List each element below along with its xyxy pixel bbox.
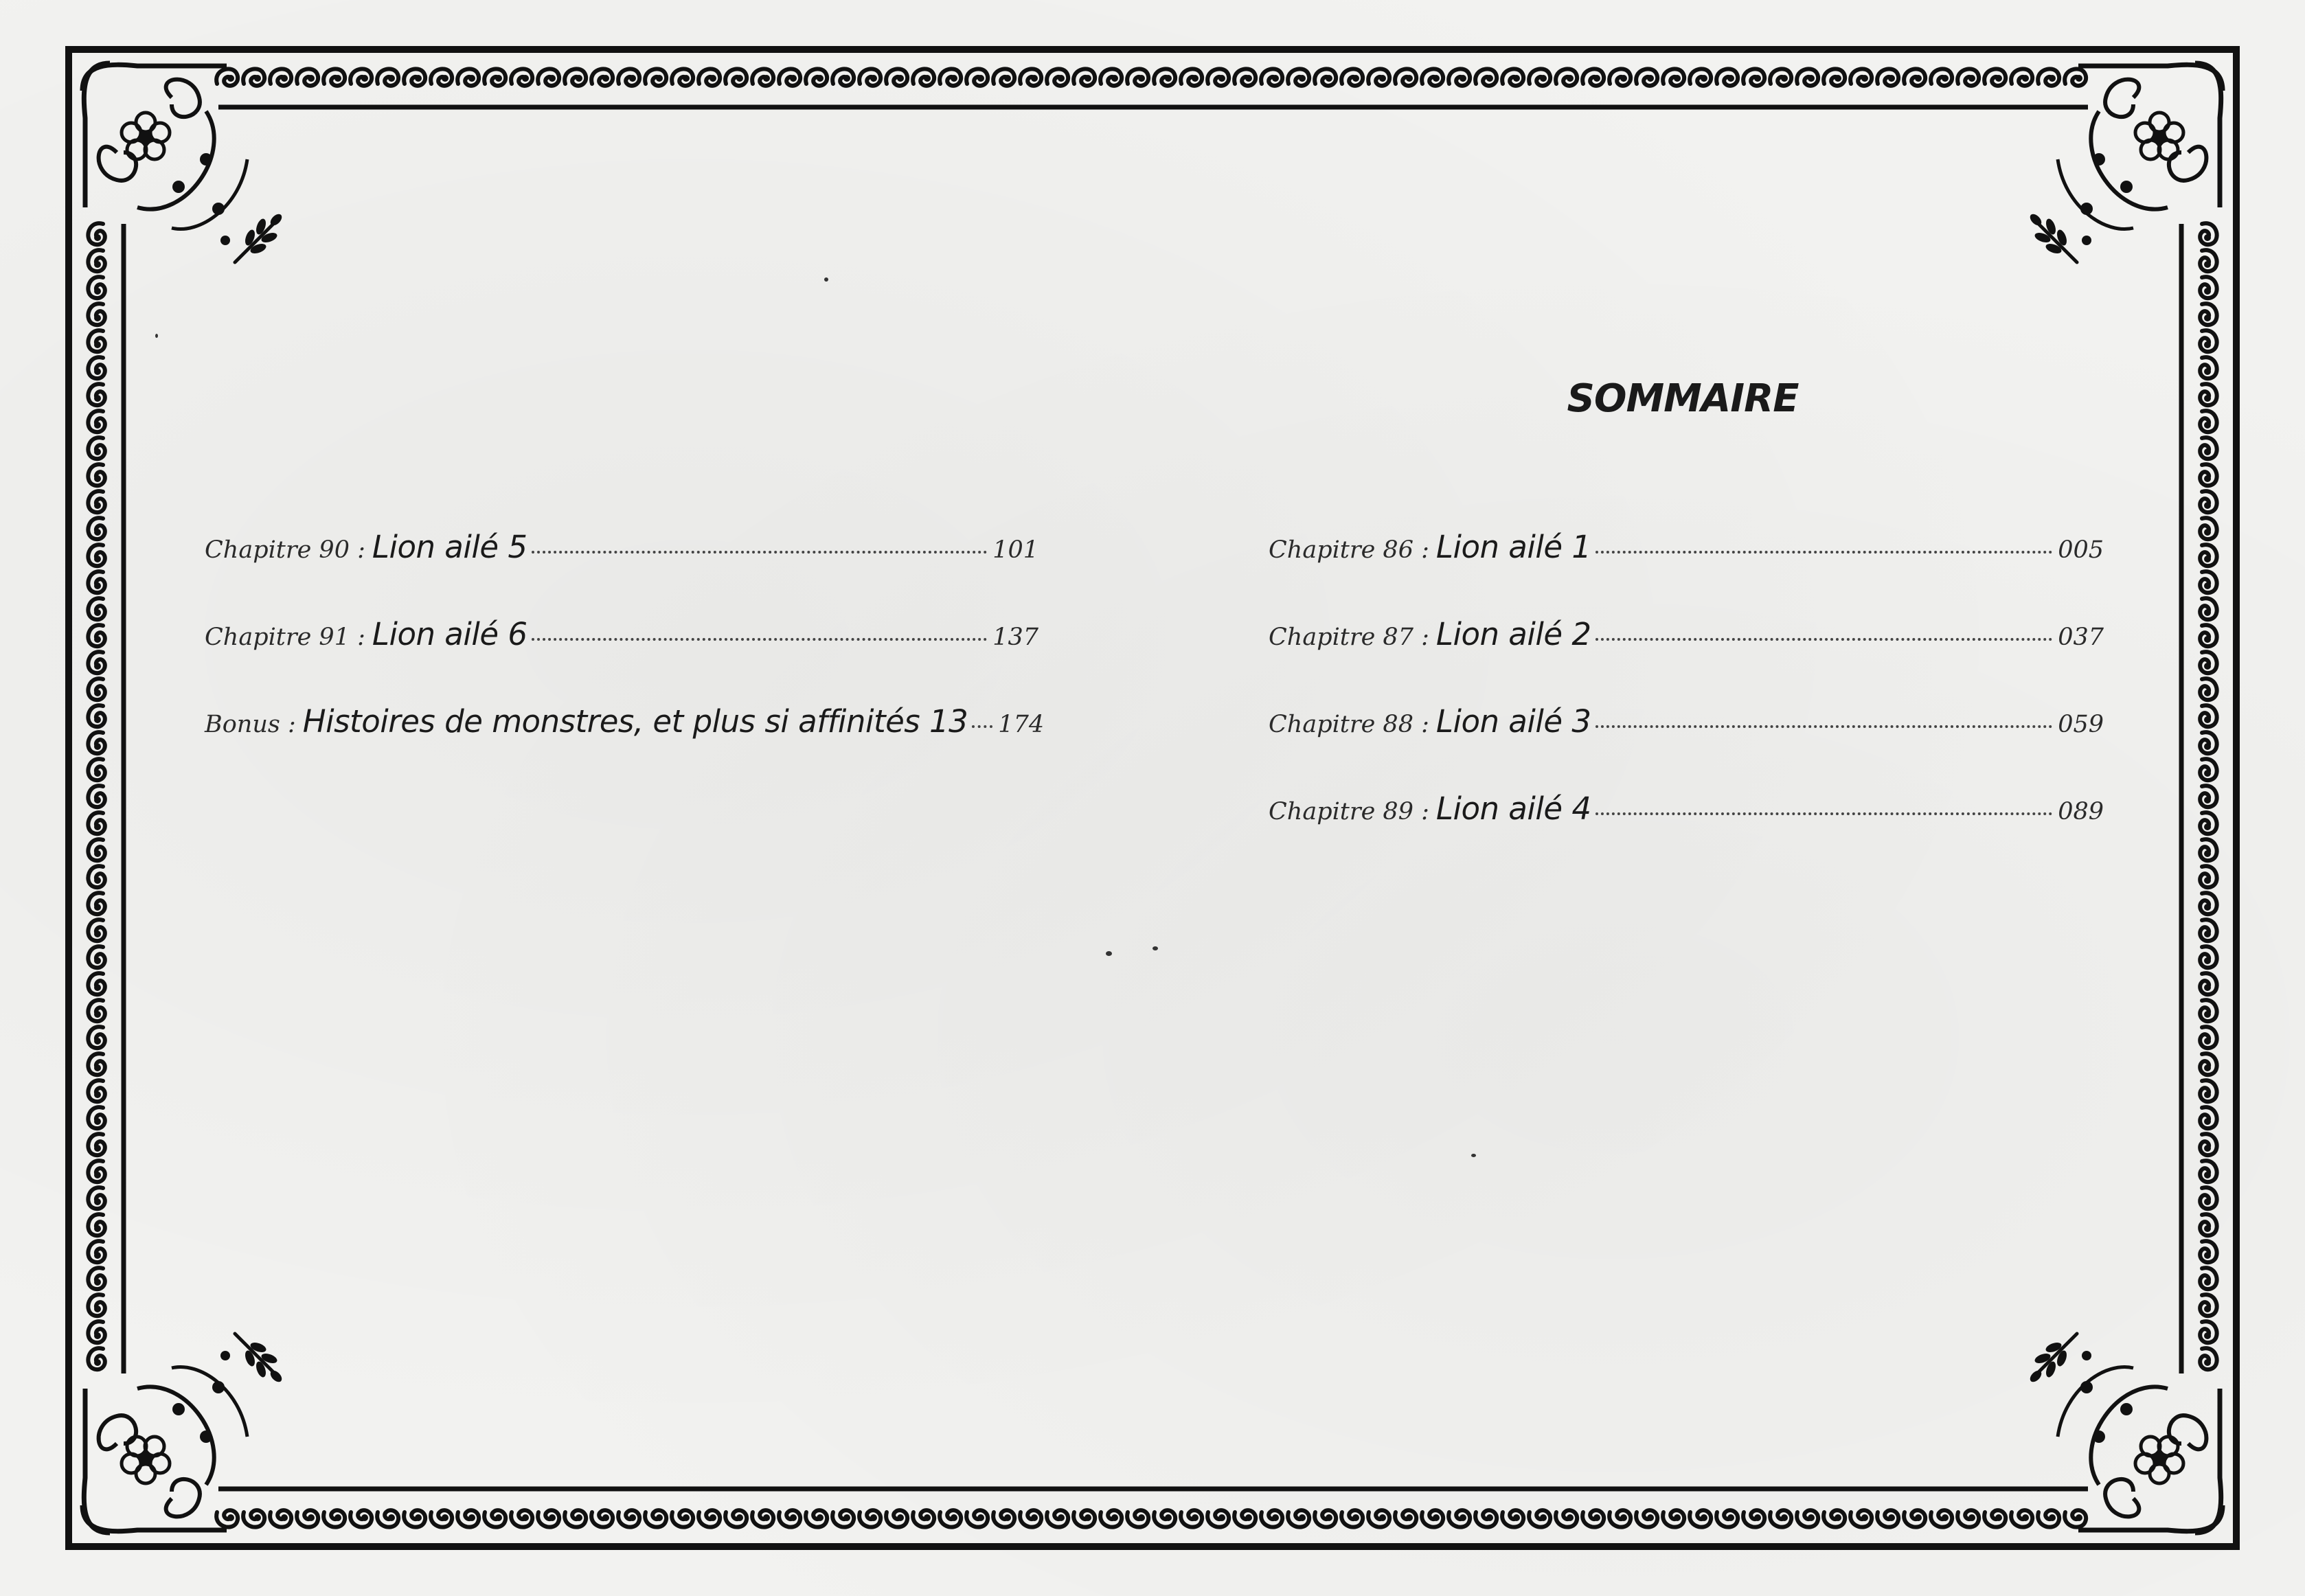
- paper-speck: [1471, 1154, 1476, 1157]
- scroll-ornament: [538, 69, 559, 85]
- entry-label: Chapitre 90 :: [205, 536, 365, 564]
- scroll-ornament: [886, 69, 907, 85]
- scroll-ornament: [1047, 1510, 1068, 1527]
- scroll-ornament: [1824, 69, 1845, 85]
- scroll-ornament: [1797, 1510, 1818, 1527]
- scroll-ornament: [88, 1000, 104, 1021]
- scroll-ornament: [88, 357, 104, 378]
- scroll-ornament: [993, 69, 1014, 85]
- scroll-ornament: [618, 1510, 639, 1527]
- scroll-ornament: [2200, 786, 2216, 807]
- scroll-ornament: [216, 69, 238, 85]
- scroll-ornament: [1636, 1510, 1657, 1527]
- scroll-ornament: [2200, 1000, 2216, 1021]
- scroll-ornament: [1877, 69, 1898, 85]
- scroll-ornament: [859, 1510, 881, 1527]
- entry-title: Lion ailé 2: [1435, 616, 1591, 652]
- dot-leader: [1596, 725, 2053, 728]
- scroll-ornament: [1850, 1510, 1872, 1527]
- scroll-ornament: [1395, 1510, 1416, 1527]
- scroll-ornament: [2200, 812, 2216, 834]
- entry-label: Chapitre 91 :: [205, 624, 365, 651]
- scroll-ornament: [1850, 69, 1872, 85]
- dot-leader: [972, 725, 992, 728]
- scroll-ornament: [88, 839, 104, 860]
- scroll-ornament: [2065, 69, 2086, 85]
- paper-speck: [824, 277, 828, 282]
- scroll-ornament: [2200, 839, 2216, 860]
- scroll-ornament: [350, 1510, 372, 1527]
- scroll-ornament: [1395, 69, 1416, 85]
- scroll-ornament: [88, 732, 104, 753]
- scroll-ornament: [243, 1510, 264, 1527]
- scroll-ornament: [1636, 69, 1657, 85]
- scroll-ornament: [1449, 1510, 1470, 1527]
- scroll-ornament: [1261, 1510, 1282, 1527]
- toc-entry[interactable]: [205, 529, 1038, 577]
- scroll-ornament: [2038, 1510, 2059, 1527]
- corner-bottom-left: [82, 1334, 284, 1533]
- scroll-ornament: [1690, 69, 1711, 85]
- scroll-ornament: [88, 464, 104, 486]
- scroll-ornament: [1797, 69, 1818, 85]
- dot-leader: [1596, 812, 2053, 815]
- scroll-ornament: [2200, 625, 2216, 646]
- scroll-ornament: [2200, 893, 2216, 914]
- scroll-ornament: [1207, 69, 1229, 85]
- scroll-ornament: [1449, 69, 1470, 85]
- scroll-ornament: [1341, 1510, 1363, 1527]
- scroll-ornament: [1582, 69, 1604, 85]
- scroll-ornament: [2200, 304, 2216, 325]
- dot-leader: [1596, 551, 2053, 554]
- scroll-ornament: [2065, 1510, 2086, 1527]
- dot-leader: [532, 551, 988, 554]
- scroll-ornament: [297, 69, 318, 85]
- toc-entry[interactable]: [1269, 616, 2104, 664]
- scroll-ornament: [1609, 69, 1631, 85]
- scroll-ornament: [2200, 732, 2216, 753]
- scroll-ornament: [832, 69, 854, 85]
- scroll-ornament: [88, 946, 104, 968]
- scroll-ornament: [806, 69, 827, 85]
- scroll-ornament: [1341, 69, 1363, 85]
- dot-leader: [532, 638, 988, 641]
- scroll-ornament: [2200, 1187, 2216, 1209]
- scroll-ornament: [2200, 1321, 2216, 1343]
- scroll-ornament: [699, 1510, 720, 1527]
- scroll-ornament: [88, 437, 104, 459]
- scroll-ornament: [940, 69, 961, 85]
- scroll-ornament: [2200, 437, 2216, 459]
- scroll-ornament: [323, 1510, 345, 1527]
- scroll-ornament: [2200, 277, 2216, 298]
- entry-page: 059: [2058, 711, 2104, 738]
- scroll-ornament: [1020, 1510, 1041, 1527]
- scroll-ornament: [1931, 1510, 1952, 1527]
- scroll-ornament: [591, 1510, 613, 1527]
- scroll-ornament: [88, 759, 104, 780]
- scroll-ornament: [377, 1510, 398, 1527]
- scroll-ornament: [645, 1510, 666, 1527]
- scroll-ornament: [1582, 1510, 1604, 1527]
- scroll-ornament: [2200, 679, 2216, 700]
- toc-entry[interactable]: [205, 703, 1045, 751]
- scroll-ornament: [88, 1027, 104, 1048]
- scroll-ornament: [2200, 1295, 2216, 1316]
- scroll-ornament: [913, 69, 934, 85]
- entry-title: Histoires de monstres, et plus si affinités 13: [302, 703, 968, 740]
- scroll-ornament: [2200, 223, 2216, 244]
- scroll-ornament: [1984, 69, 2006, 85]
- scroll-ornament: [2200, 1214, 2216, 1235]
- scroll-ornament: [243, 69, 264, 85]
- scroll-ornament: [1100, 69, 1122, 85]
- scroll-ornament: [1529, 69, 1550, 85]
- scroll-ornament: [1422, 1510, 1443, 1527]
- scroll-ornament: [88, 571, 104, 593]
- scroll-ornament: [88, 491, 104, 512]
- scroll-ornament: [2200, 705, 2216, 727]
- scroll-ornament: [2200, 973, 2216, 994]
- scroll-ornament: [940, 1510, 961, 1527]
- scroll-ornament: [88, 250, 104, 271]
- corner-bottom-right: [2028, 1334, 2223, 1533]
- scroll-ornament: [1556, 69, 1577, 85]
- entry-title: Lion ailé 5: [372, 529, 527, 565]
- scroll-ornament: [88, 304, 104, 325]
- scroll-ornament: [88, 411, 104, 432]
- scroll-ornament: [2200, 250, 2216, 271]
- scroll-ornament: [1743, 69, 1764, 85]
- scroll-ornament: [2200, 1107, 2216, 1128]
- scroll-ornament: [88, 893, 104, 914]
- scroll-ornament: [1234, 69, 1256, 85]
- scroll-ornament: [88, 1348, 104, 1369]
- toc-entry[interactable]: [205, 616, 1038, 664]
- scroll-ornament: [1609, 1510, 1631, 1527]
- scroll-ornament: [672, 69, 693, 85]
- scroll-ornament: [484, 69, 506, 85]
- scroll-ornament: [1904, 69, 1925, 85]
- scroll-ornament: [88, 1321, 104, 1343]
- scroll-ornament: [1315, 1510, 1336, 1527]
- scroll-ornament: [2200, 491, 2216, 512]
- scroll-ornament: [779, 1510, 800, 1527]
- entry-label: Chapitre 88 :: [1269, 711, 1429, 738]
- scroll-ornament: [725, 69, 747, 85]
- scroll-ornament: [806, 1510, 827, 1527]
- scroll-ornament: [966, 1510, 988, 1527]
- scroll-ornament: [2011, 69, 2032, 85]
- scroll-ornament: [2200, 652, 2216, 673]
- scroll-ornament: [88, 812, 104, 834]
- scroll-ornament: [913, 1510, 934, 1527]
- entry-title: Lion ailé 4: [1435, 790, 1591, 827]
- entry-label: Chapitre 86 :: [1269, 536, 1429, 564]
- paper-speck: [1152, 946, 1158, 950]
- scroll-ornament: [88, 1295, 104, 1316]
- scroll-ornament: [1154, 1510, 1175, 1527]
- scroll-ornament: [88, 1268, 104, 1289]
- scroll-ornament: [1315, 69, 1336, 85]
- scroll-ornament: [1690, 1510, 1711, 1527]
- scroll-ornament: [88, 973, 104, 994]
- scroll-ornament: [1716, 69, 1738, 85]
- scroll-ornament: [88, 1053, 104, 1075]
- scroll-ornament: [457, 69, 479, 85]
- scroll-ornament: [886, 1510, 907, 1527]
- entry-page: 101: [992, 536, 1038, 564]
- scroll-ornament: [1663, 69, 1684, 85]
- scroll-ornament: [88, 277, 104, 298]
- scroll-ornament: [270, 1510, 291, 1527]
- entry-page: 037: [2058, 624, 2104, 651]
- scroll-ornament: [752, 1510, 773, 1527]
- entry-title: Lion ailé 1: [1435, 529, 1591, 565]
- scroll-ornament: [1288, 1510, 1309, 1527]
- scroll-ornament: [1234, 1510, 1256, 1527]
- scroll-ornament: [2200, 330, 2216, 352]
- entry-page: 137: [992, 624, 1038, 651]
- scroll-ornament: [2200, 1080, 2216, 1102]
- scroll-ornament: [672, 1510, 693, 1527]
- scroll-ornament: [1288, 69, 1309, 85]
- scroll-ornament: [2200, 411, 2216, 432]
- scroll-ornament: [1877, 1510, 1898, 1527]
- corner-top-right: [2028, 63, 2223, 262]
- scroll-ornament: [1502, 1510, 1523, 1527]
- scroll-ornament: [2200, 545, 2216, 566]
- scroll-ornament: [859, 69, 881, 85]
- scroll-ornament: [2200, 357, 2216, 378]
- scroll-ornament: [377, 69, 398, 85]
- scroll-ornament: [1556, 1510, 1577, 1527]
- scroll-ornament: [1368, 1510, 1389, 1527]
- entry-page: 174: [998, 711, 1045, 738]
- scroll-ornament: [2200, 920, 2216, 941]
- scroll-ornament: [779, 69, 800, 85]
- scroll-ornament: [1957, 1510, 1979, 1527]
- scroll-ornament: [1261, 69, 1282, 85]
- scroll-ornament: [1663, 1510, 1684, 1527]
- scroll-ornament: [2200, 866, 2216, 887]
- scroll-ornament: [484, 1510, 506, 1527]
- scroll-ornament: [323, 69, 345, 85]
- scroll-ornament: [88, 330, 104, 352]
- entry-page: 005: [2058, 536, 2104, 564]
- scroll-ornament: [88, 1107, 104, 1128]
- page-title: SOMMAIRE: [1567, 376, 1799, 421]
- scroll-ornament: [511, 1510, 532, 1527]
- scroll-ornament: [88, 598, 104, 619]
- scroll-ornament: [88, 545, 104, 566]
- scroll-ornament: [2200, 1053, 2216, 1075]
- scroll-ornament: [88, 679, 104, 700]
- scroll-ornament: [1207, 1510, 1229, 1527]
- entry-label: Chapitre 87 :: [1269, 624, 1429, 651]
- entry-title: Lion ailé 6: [372, 616, 527, 652]
- scroll-ornament: [88, 625, 104, 646]
- scroll-ornament: [1957, 69, 1979, 85]
- scroll-ornament: [88, 518, 104, 539]
- scroll-ornament: [2200, 1268, 2216, 1289]
- scroll-ornament: [2200, 1241, 2216, 1262]
- entry-page: 089: [2058, 798, 2104, 825]
- scroll-ornament: [2200, 464, 2216, 486]
- scroll-ornament: [618, 69, 639, 85]
- paper-speck: [155, 334, 158, 338]
- scroll-ornament: [88, 1161, 104, 1182]
- toc-entry[interactable]: [1269, 790, 2104, 839]
- dot-leader: [1596, 638, 2053, 641]
- scroll-ornament: [591, 69, 613, 85]
- scroll-ornament: [1529, 1510, 1550, 1527]
- scroll-ornament: [88, 920, 104, 941]
- scroll-ornament: [1984, 1510, 2006, 1527]
- scroll-ornament: [431, 69, 452, 85]
- scroll-ornament: [404, 69, 425, 85]
- scroll-ornament: [88, 652, 104, 673]
- scroll-ornament: [1154, 69, 1175, 85]
- scroll-ornament: [270, 69, 291, 85]
- entry-label: Bonus :: [205, 711, 296, 738]
- scroll-ornament: [1368, 69, 1389, 85]
- scroll-ornament: [1931, 69, 1952, 85]
- scroll-ornament: [88, 786, 104, 807]
- scroll-ornament: [1475, 1510, 1497, 1527]
- scroll-ornament: [88, 1080, 104, 1102]
- scroll-ornament: [88, 1241, 104, 1262]
- scroll-ornament: [431, 1510, 452, 1527]
- scroll-ornament: [725, 1510, 747, 1527]
- scroll-ornament: [1074, 1510, 1095, 1527]
- entry-label: Chapitre 89 :: [1269, 798, 1429, 825]
- scroll-ornament: [1127, 69, 1148, 85]
- entry-title: Lion ailé 3: [1435, 703, 1591, 740]
- scroll-ornament: [88, 223, 104, 244]
- scroll-ornament: [1127, 1510, 1148, 1527]
- scroll-ornament: [565, 69, 586, 85]
- scroll-ornament: [350, 69, 372, 85]
- corner-top-left: [82, 63, 284, 262]
- scroll-ornament: [88, 384, 104, 405]
- scroll-ornament: [1904, 1510, 1925, 1527]
- scroll-ornament: [1770, 69, 1791, 85]
- scroll-ornament: [1100, 1510, 1122, 1527]
- scroll-ornament: [88, 866, 104, 887]
- scroll-ornament: [2200, 1348, 2216, 1369]
- scroll-ornament: [1824, 1510, 1845, 1527]
- scroll-ornament: [565, 1510, 586, 1527]
- scroll-ornament: [2200, 1134, 2216, 1155]
- scroll-ornament: [966, 69, 988, 85]
- scroll-ornament: [699, 69, 720, 85]
- scroll-ornament: [1743, 1510, 1764, 1527]
- scroll-ornament: [993, 1510, 1014, 1527]
- scroll-ornament: [2200, 759, 2216, 780]
- scroll-ornament: [1716, 1510, 1738, 1527]
- scroll-ornament: [2011, 1510, 2032, 1527]
- scroll-ornament: [1181, 69, 1202, 85]
- scroll-ornament: [645, 69, 666, 85]
- toc-entry[interactable]: [1269, 703, 2104, 751]
- scroll-ornament: [2200, 946, 2216, 968]
- scroll-ornament: [2200, 571, 2216, 593]
- scroll-ornament: [1020, 69, 1041, 85]
- scroll-ornament: [88, 1187, 104, 1209]
- paper-speck: [1106, 951, 1112, 956]
- scroll-ornament: [511, 69, 532, 85]
- scroll-ornament: [1502, 69, 1523, 85]
- toc-entry[interactable]: [1269, 529, 2104, 577]
- scroll-ornament: [2200, 1161, 2216, 1182]
- scroll-ornament: [1047, 69, 1068, 85]
- scroll-ornament: [297, 1510, 318, 1527]
- scroll-ornament: [216, 1510, 238, 1527]
- scroll-ornament: [2038, 69, 2059, 85]
- scroll-ornament: [2200, 1027, 2216, 1048]
- scroll-ornament: [404, 1510, 425, 1527]
- scroll-ornament: [88, 1134, 104, 1155]
- scroll-ornament: [2200, 518, 2216, 539]
- scroll-ornament: [1074, 69, 1095, 85]
- scroll-ornament: [1770, 1510, 1791, 1527]
- scroll-ornament: [2200, 384, 2216, 405]
- scroll-ornament: [88, 705, 104, 727]
- scroll-ornament: [1181, 1510, 1202, 1527]
- scroll-ornament: [538, 1510, 559, 1527]
- scroll-ornament: [752, 69, 773, 85]
- scroll-ornament: [2200, 598, 2216, 619]
- scroll-ornament: [1475, 69, 1497, 85]
- scroll-ornament: [832, 1510, 854, 1527]
- scroll-ornament: [457, 1510, 479, 1527]
- scroll-ornament: [88, 1214, 104, 1235]
- scroll-ornament: [1422, 69, 1443, 85]
